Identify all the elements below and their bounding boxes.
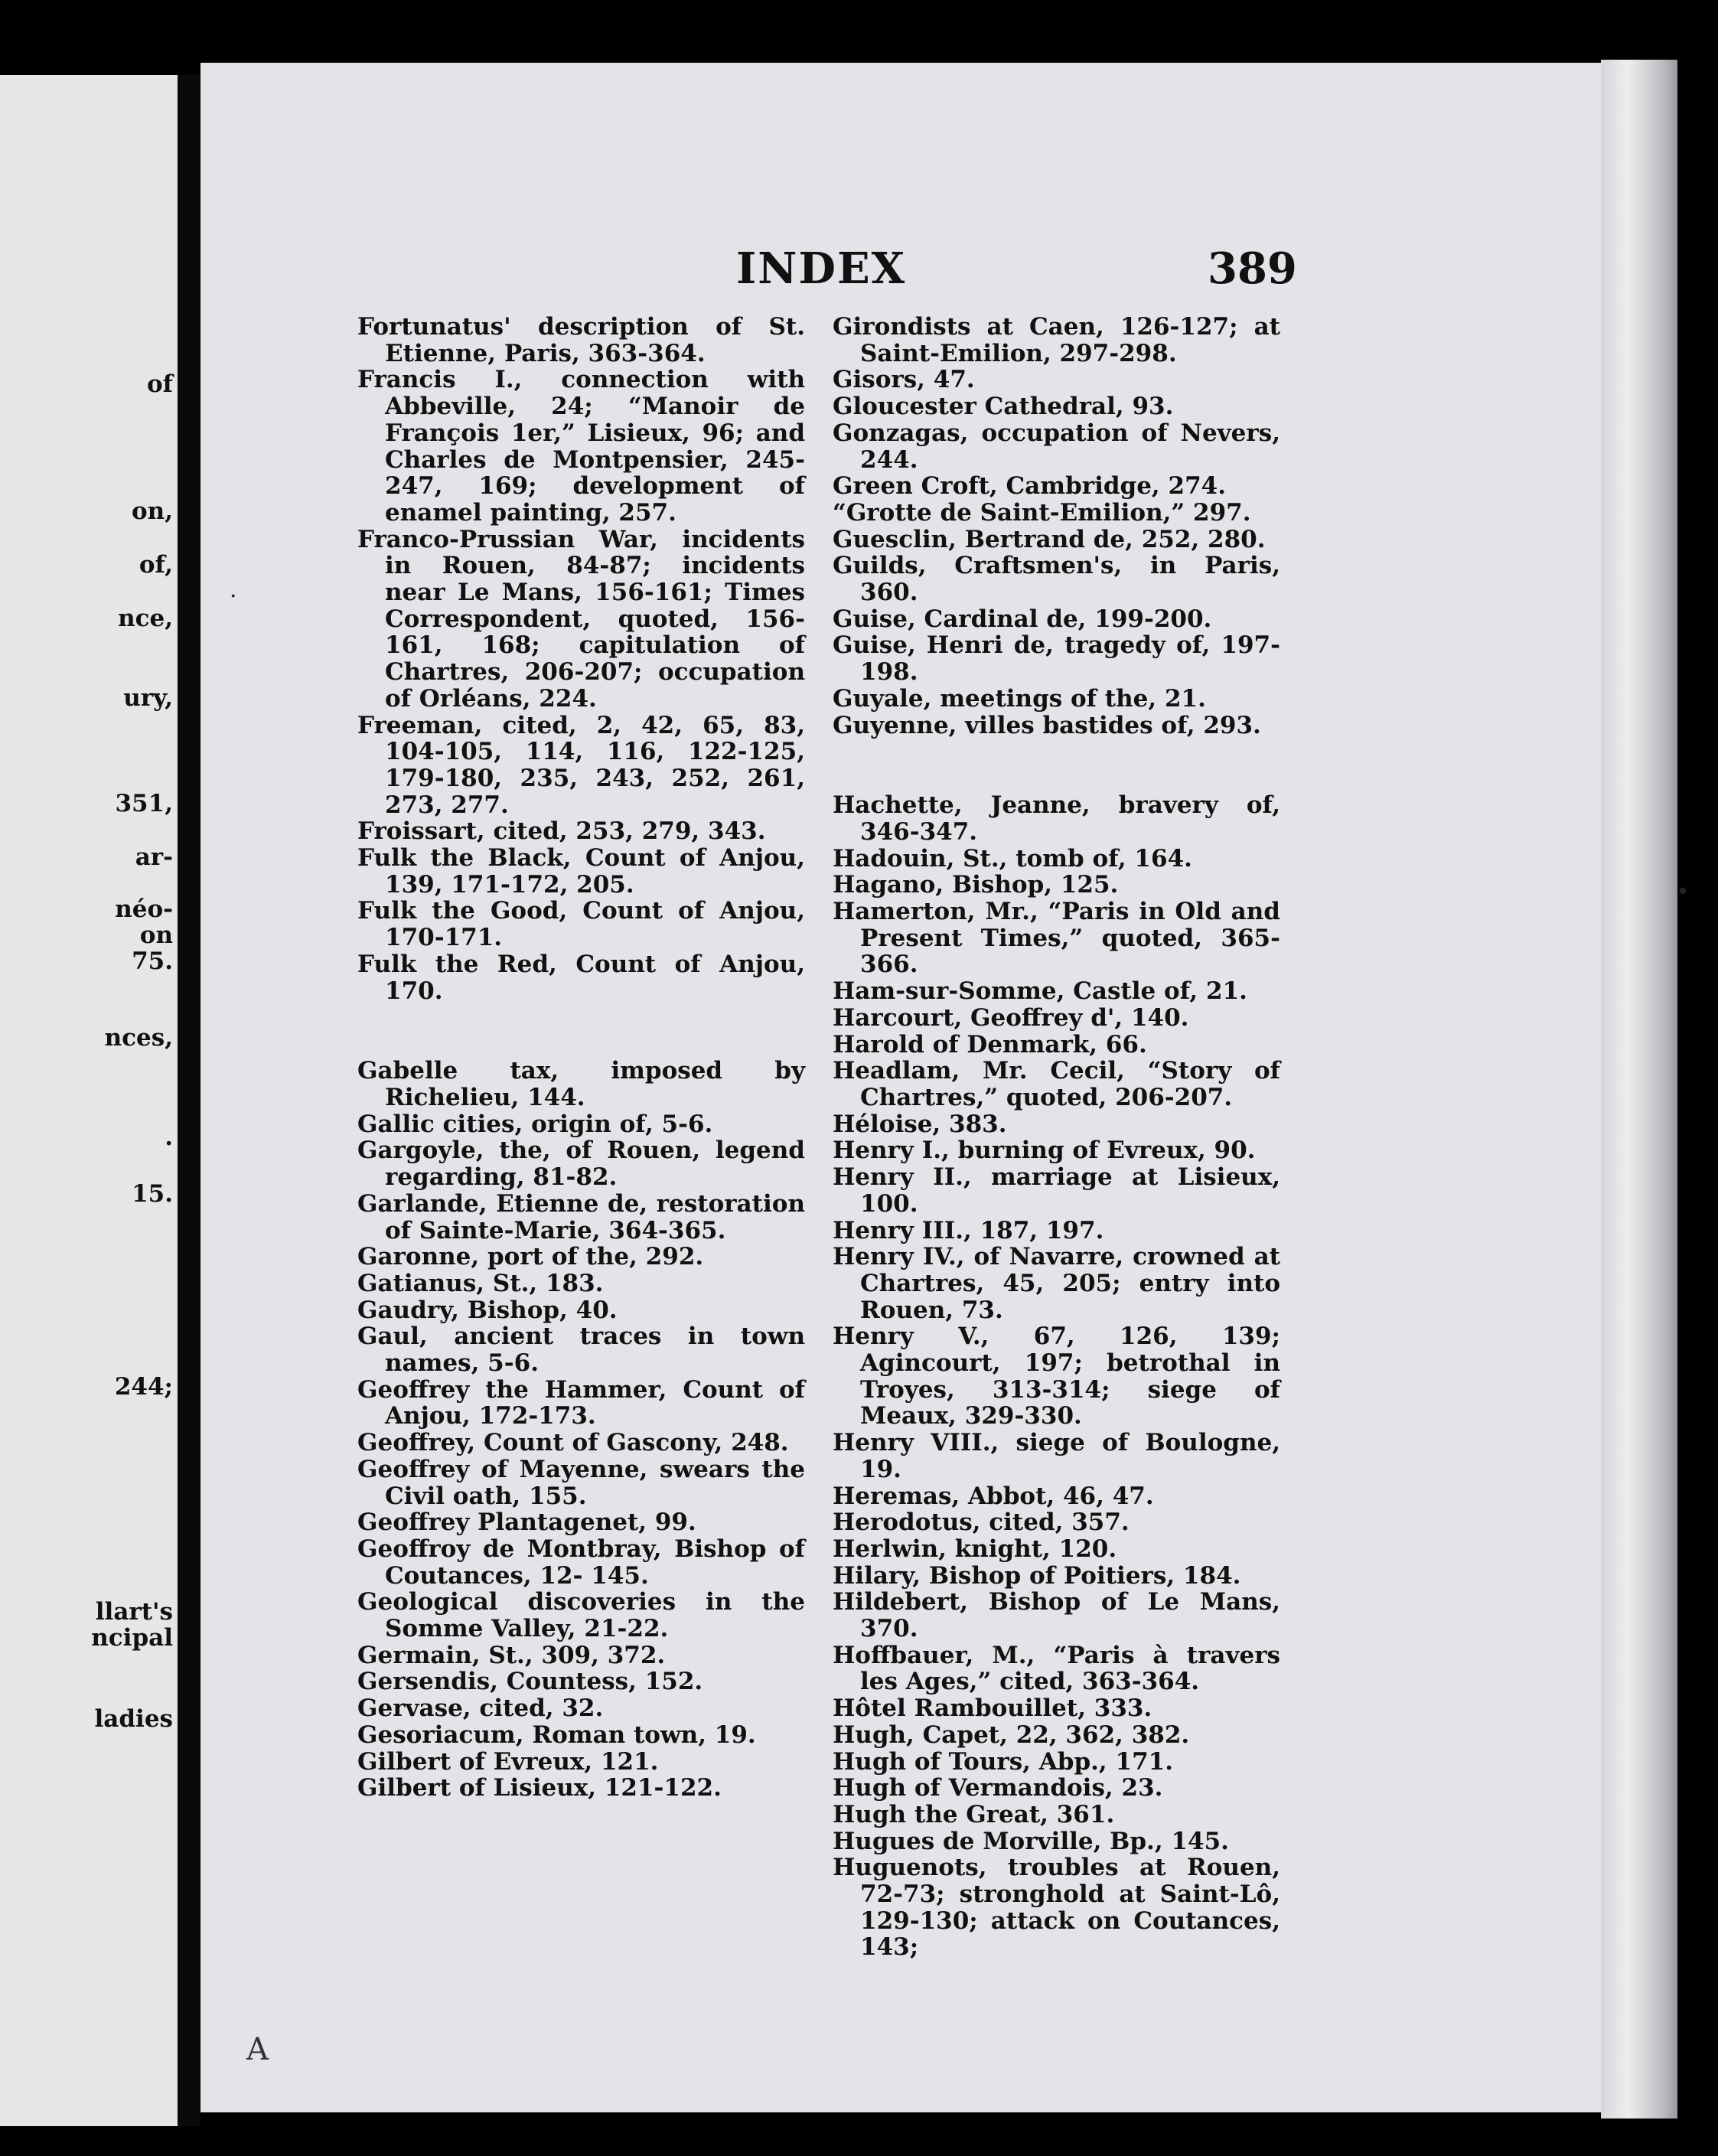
pencil-mark: A xyxy=(246,2032,269,2067)
index-entry: Green Croft, Cambridge, 274. xyxy=(833,472,1227,501)
index-entry: Herlwin, knight, 120. xyxy=(833,1535,1117,1563)
index-entry: Gargoyle, the, of Rouen, legend regarding, 81-82. xyxy=(357,1137,805,1192)
index-entry: Hugh the Great, 361. xyxy=(833,1800,1115,1828)
index-entry: Fulk the Good, Count of Anjou, 170-171. xyxy=(357,897,805,952)
index-entry: Hoffbauer, M., “Paris à travers les Ages,” cited, 363-364. xyxy=(833,1641,1280,1696)
facing-page-fragment: ar- xyxy=(135,843,173,871)
index-entry: Fulk the Black, Count of Anjou, 139, 171-172, 205. xyxy=(357,844,805,899)
facing-page-fragment: on xyxy=(139,921,173,949)
index-entry: Henry II., marriage at Lisieux, 100. xyxy=(833,1163,1280,1218)
index-entry: Henry VIII., siege of Boulogne, 19. xyxy=(833,1429,1280,1483)
index-entry: Headlam, Mr. Cecil, “Story of Chartres,” quoted, 206-207. xyxy=(833,1057,1280,1111)
index-entry: Franco-Prussian War, incidents in Rouen, 84-87; incidents near Le Mans, 156-161; Times Correspondent, quoted, 156-161, 168; capitulation of Chartres, 206-207; occupation of Orléans, 224. xyxy=(357,525,805,713)
facing-page-fragment: . xyxy=(165,1124,173,1151)
index-entry: Geoffrey Plantagenet, 99. xyxy=(357,1509,696,1537)
index-entry: Garlande, Etienne de, restoration of Sainte-Marie, 364-365. xyxy=(357,1189,805,1244)
index-entry: Huguenots, troubles at Rouen, 72-73; stronghold at Saint-Lô, 129-130; attack on Coutances, 143; xyxy=(833,1854,1280,1962)
letter-section-gap xyxy=(357,1004,805,1058)
letter-section-gap xyxy=(833,739,1280,792)
index-entry: Geoffrey of Mayenne, swears the Civil oath, 155. xyxy=(357,1455,805,1510)
index-entry: “Grotte de Saint-Emilion,” 297. xyxy=(833,498,1251,527)
facing-page-fragment: nce, xyxy=(118,605,173,632)
facing-page-fragment: néo- xyxy=(115,895,173,923)
facing-page-fragment: on, xyxy=(131,497,173,525)
index-entry: Henry V., 67, 126, 139; Agincourt, 197; betrothal in Troyes, 313-314; siege of Meaux, 329-330. xyxy=(833,1323,1280,1430)
index-entry: Geoffrey, Count of Gascony, 248. xyxy=(357,1429,789,1457)
index-entry: Freeman, cited, 2, 42, 65, 83, 104-105, 114, 116, 122-125, 179-180, 235, 243, 252, 261, 273, 277. xyxy=(357,711,805,819)
index-entry: Gervase, cited, 32. xyxy=(357,1694,604,1723)
index-entry: Germain, St., 309, 372. xyxy=(357,1641,666,1669)
facing-page-fragment: llart's xyxy=(95,1598,173,1626)
index-entry: Guise, Cardinal de, 199-200. xyxy=(833,605,1212,633)
index-column-right xyxy=(833,314,1280,1961)
index-entry: Hugh of Vermandois, 23. xyxy=(833,1774,1163,1802)
facing-page-fragment: nces, xyxy=(104,1024,173,1052)
index-entry: Geoffroy de Montbray, Bishop of Coutances, 12- 145. xyxy=(357,1535,805,1590)
index-entry: Gabelle tax, imposed by Richelieu, 144. xyxy=(357,1057,805,1111)
ink-spot: • xyxy=(1676,879,1690,905)
index-entry: Gloucester Cathedral, 93. xyxy=(833,393,1174,421)
index-entry: Henry I., burning of Evreux, 90. xyxy=(833,1137,1256,1165)
ink-spot: · xyxy=(230,583,237,610)
facing-page-fragment: 244; xyxy=(114,1373,173,1401)
index-entry: Froissart, cited, 253, 279, 343. xyxy=(357,817,766,846)
index-entry: Herodotus, cited, 357. xyxy=(833,1509,1130,1537)
facing-page-fragment: 75. xyxy=(132,948,173,975)
index-entry: Heremas, Abbot, 46, 47. xyxy=(833,1482,1154,1510)
index-entry: Hildebert, Bishop of Le Mans, 370. xyxy=(833,1588,1280,1643)
index-entry: Hachette, Jeanne, bravery of, 346-347. xyxy=(833,791,1280,846)
index-entry: Guesclin, Bertrand de, 252, 280. xyxy=(833,525,1266,553)
index-entry: Gallic cities, origin of, 5-6. xyxy=(357,1110,713,1138)
index-entry: Gatianus, St., 183. xyxy=(357,1269,604,1297)
index-column-left xyxy=(357,314,805,1802)
running-head: INDEX xyxy=(736,243,907,294)
index-entry: Héloise, 383. xyxy=(833,1110,1007,1138)
index-entry: Gilbert of Evreux, 121. xyxy=(357,1747,659,1776)
book-spine xyxy=(178,75,200,2126)
index-entry: Girondists at Caen, 126-127; at Saint-Emilion, 297-298. xyxy=(833,313,1280,367)
index-entry: Geoffrey the Hammer, Count of Anjou, 172-173. xyxy=(357,1375,805,1430)
index-entry: Geological discoveries in the Somme Valley, 21-22. xyxy=(357,1588,805,1643)
index-entry: Hilary, Bishop of Poitiers, 184. xyxy=(833,1561,1241,1590)
index-entry: Gersendis, Countess, 152. xyxy=(357,1668,703,1696)
index-entry: Gilbert of Lisieux, 121-122. xyxy=(357,1774,722,1802)
facing-page-fragment: ncipal xyxy=(91,1624,173,1652)
index-entry: Hôtel Rambouillet, 333. xyxy=(833,1694,1152,1723)
index-entry: Guise, Henri de, tragedy of, 197-198. xyxy=(833,631,1280,687)
index-entry: Fulk the Red, Count of Anjou, 170. xyxy=(357,950,805,1005)
index-entry: Gaudry, Bishop, 40. xyxy=(357,1296,618,1324)
index-entry: Gaul, ancient traces in town names, 5-6. xyxy=(357,1323,805,1378)
index-entry: Henry IV., of Navarre, crowned at Chartres, 45, 205; entry into Rouen, 73. xyxy=(833,1243,1280,1324)
facing-page-fragment: ury, xyxy=(123,684,173,712)
index-entry: Hamerton, Mr., “Paris in Old and Present Times,” quoted, 365-366. xyxy=(833,898,1280,979)
index-entry: Gisors, 47. xyxy=(833,366,975,394)
facing-page xyxy=(0,75,178,2126)
index-entry: Gesoriacum, Roman town, 19. xyxy=(357,1721,756,1749)
page-number: 389 xyxy=(1208,243,1297,294)
index-entry: Henry III., 187, 197. xyxy=(833,1216,1104,1244)
index-entry: Hagano, Bishop, 125. xyxy=(833,871,1119,899)
index-entry: Hadouin, St., tomb of, 164. xyxy=(833,844,1192,873)
index-entry: Gonzagas, occupation of Nevers, 244. xyxy=(833,419,1280,474)
index-entry: Guilds, Craftsmen's, in Paris, 360. xyxy=(833,552,1280,607)
index-entry: Guyenne, villes bastides of, 293. xyxy=(833,711,1261,739)
index-entry: Garonne, port of the, 292. xyxy=(357,1243,704,1271)
facing-page-fragment: of, xyxy=(139,551,173,579)
index-entry: Hugues de Morville, Bp., 145. xyxy=(833,1827,1229,1855)
facing-page-fragment: of xyxy=(146,370,173,398)
index-entry: Guyale, meetings of the, 21. xyxy=(833,684,1206,713)
index-entry: Harold of Denmark, 66. xyxy=(833,1030,1147,1058)
index-entry: Harcourt, Geoffrey d', 140. xyxy=(833,1003,1189,1032)
index-entry: Francis I., connection with Abbeville, 24; “Manoir de François 1er,” Lisieux, 96; and Charles de Montpensier, 245-247, 169; development of enamel painting, 257. xyxy=(357,366,805,527)
index-entry: Fortunatus' description of St. Etienne, Paris, 363-364. xyxy=(357,313,805,367)
facing-page-fragment: ladies xyxy=(94,1705,173,1733)
page-edges xyxy=(1601,60,1677,2118)
facing-page-fragment: 15. xyxy=(132,1180,173,1208)
facing-page-fragment: 351, xyxy=(115,790,173,817)
index-entry: Hugh, Capet, 22, 362, 382. xyxy=(833,1721,1190,1749)
index-entry: Hugh of Tours, Abp., 171. xyxy=(833,1747,1174,1776)
index-entry: Ham-sur-Somme, Castle of, 21. xyxy=(833,977,1247,1006)
